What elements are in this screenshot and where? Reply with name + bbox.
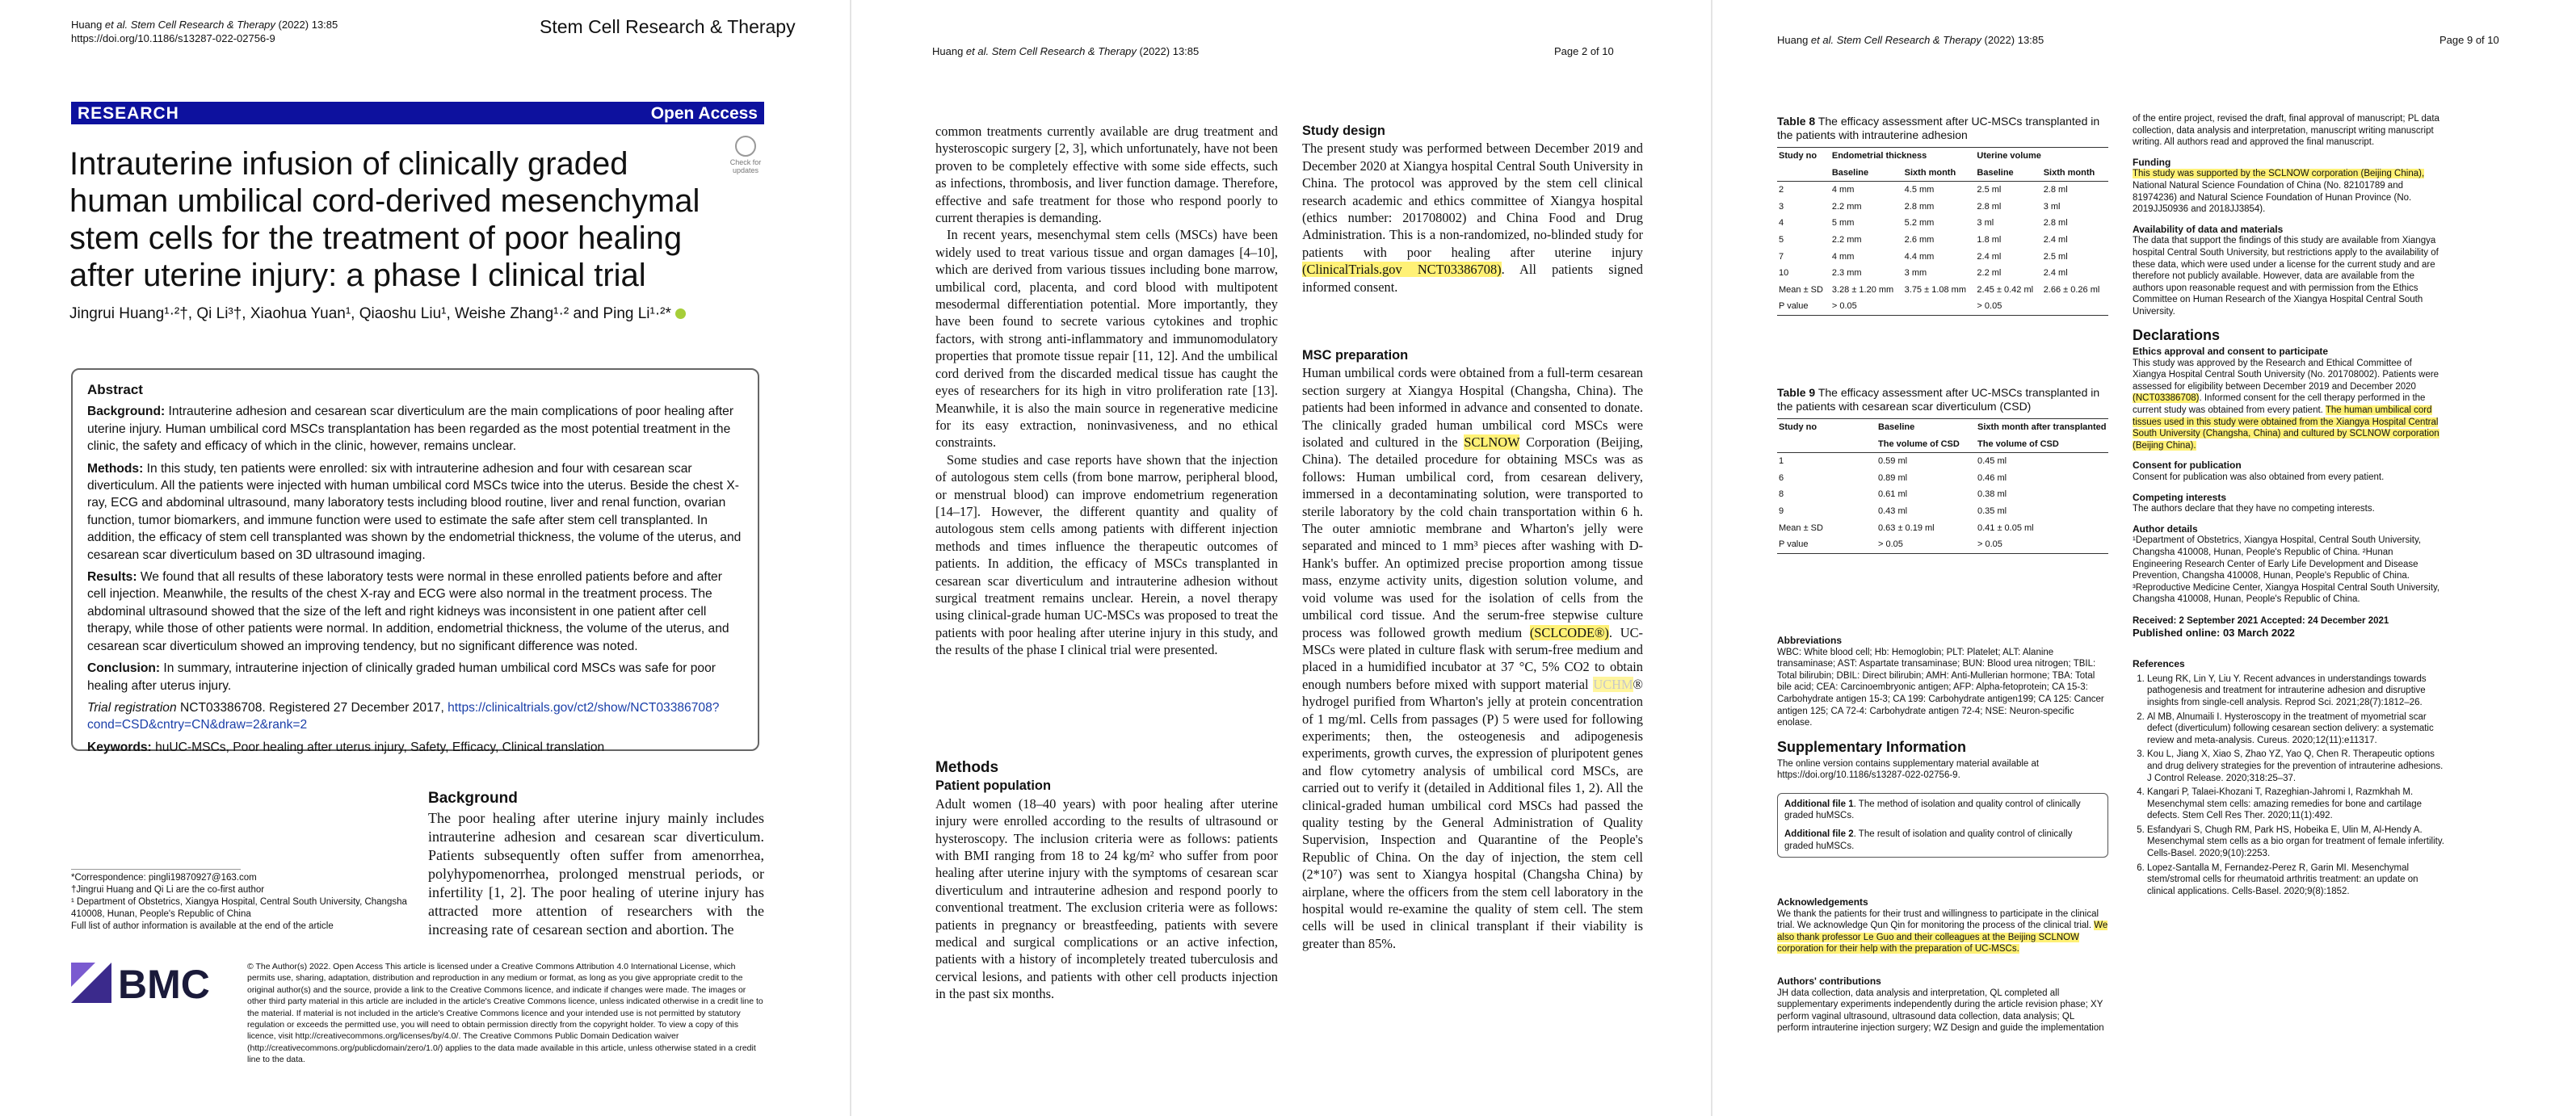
table-cell: 4.5 mm [1904,185,1935,195]
additional-file-2-link[interactable]: Additional file 2. The result of isolation and quality control of clinically graded huMSCs. [1784,829,2073,851]
table-cell: 2.3 mm [1831,268,1862,279]
table-row [1777,470,2108,487]
highlight: (ClinicalTrials.gov NCT03386708) [1302,262,1502,278]
table-cell: 3.75 ± 1.08 mm [1904,284,1966,295]
table-cell: 4 mm [1831,185,1855,195]
table-row [1777,249,2108,266]
table-cell: 4.4 mm [1904,251,1935,262]
availability-heading: Availability of data and materials [2133,223,2284,235]
table-row [1777,536,2108,553]
page-number: Page 2 of 10 [1554,45,1614,57]
table-cell: 2.66 ± 0.26 ml [2043,284,2100,295]
abstract-background: Background: Intrauterine adhesion and cesarean scar diverticulum are the main complications of poor healing after uterine injury. Human umbilical cord MSCs transplantation has been regarded as the most potential treatment in the clinic, the safety and efficacy of which in the clinic, however, remains unclear. [87,405,734,454]
table-cell: > 0.05 [1977,301,2002,312]
table-cell: 0.45 ml [1977,456,2007,467]
table-row [1777,453,2108,470]
table-cell: 3 [1779,201,1784,212]
table-cell: 2.5 ml [1977,185,2002,195]
license-text: © The Author(s) 2022. Open Access This article is licensed under a Creative Commons Attribution 4.0 International License, which permits use, sharing, adaptation, distribution and reproduction in any medium or format, as long as you give appropriate credit to the original author(s) and the source, provide a link to the Creative Commons licence, and indicate if changes were made. The images or other third party material in this article are included in the article's Creative Commons licence, unless indicated otherwise in a credit line to the material. If material is not included in the article's Creative Commons licence and your intended use is not permitted by statutory regulation or exceeds the permitted use, you will need to obtain permission directly from the copyright holder. To view a copy of this licence, visit http://creativecommons.org/licenses/by/4.0/. The Creative Commons Public Domain Dedication waiver (http://creativecommons.org/publicdomain/zero/1.0/) applies to the data made available in this article, unless otherwise stated in a credit line to the data. [247,962,763,1065]
references-list [2133,673,2444,898]
reference-item: 6. Lopez-Santalla M, Fernandez-Perez R, Garin MI. Mesenchymal stem/stromal cells for rheumatoid arthritis treatment: an update on clinical applications. Cells-Basel. 2020;9(8):1852. [2147,862,2444,898]
refresh-icon [735,136,756,157]
page-number: Page 9 of 10 [2439,34,2499,46]
trial-link[interactable]: https://clinicaltrials.gov/ct2/show/NCT03386708?cond=CSD&cntry=CN&draw=2&rank=2 [87,700,720,732]
table-cell: 2.2 mm [1831,201,1862,212]
open-access-label: Open Access [650,104,758,123]
table-cell: P value [1779,301,1809,312]
paragraph: common treatments currently available are drug treatment and hysteroscopic surgery [2, 3], which unfortunately, have not been proven to be completely effective with some side effects, such as infections, thrombosis, and liver function damage. Therefore, effective and safe treatment for those who respond poorly to current therapies is demanding. [935,124,1278,226]
highlight: UCHM [1593,676,1633,692]
correspondence-footnote: *Correspondence: pingli19870927@163.com †Jingrui Huang and Qi Li are the co-first author ¹ Department of Obstetrics, Xiangya Hospital, Central South University, Changsha 410008, Hunan, People's Republic of China Full list of author information is available at the end of the article [71,873,407,931]
table-row [1777,265,2108,282]
authors-contributions-section: Authors' contributions JH data collection, data analysis and interpretation, QL completed all supplementary experiments independently during the article revision phase; XY perform vaginal ultrasound, ultrasound data collection, data analysis; QL perform intrauterine injection surgery; WZ Design and guide the implementation [1777,975,2108,1034]
table-cell: 2.4 ml [1977,251,2002,262]
table-cell: 2.8 ml [2043,218,2068,229]
article-type-bar [71,102,764,124]
table-cell: Mean ± SD [1779,522,1823,533]
table-cell: 0.38 ml [1977,489,2007,500]
table-8-grid [1777,147,2108,316]
highlight: SCLNOW [1464,434,1520,451]
abstract-methods: Methods: In this study, ten patients were enrolled: six with intrauterine adhesion and four with cesarean scar diverticulum. All the patients were injected with human umbilical cord MSCs twice into the uterus. Beside the chest X-ray, ECG and abdominal ultrasound, many laboratory tests including blood routine, liver and renal function, ovarian function, tumor biomarkers, and immune function were used to estimate the safe after stem cell transplanted. In addition, the efficacy of stem cell transplanted was shown by the endometrial thickness, the volume of the uterus, and cesarean scar diverticulum based on 3D ultrasound imaging. [87,461,742,562]
reference-item: 4. Kangari P, Talaei-Khozani T, Razeghian-Jahromi I, Razmkhah M. Mesenchymal stem cells: amazing remedies for bone and cartilage defects. Stem Cell Res Ther. 2020;11(1):492. [2147,787,2444,822]
table-row [1777,298,2108,315]
additional-file-1-link[interactable]: Additional file 1. The method of isolation and quality control of clinically graded huMSCs. [1784,799,2081,821]
acknowledgements-heading: Acknowledgements [1777,896,1868,908]
table-header-row: Study no Endometrial thickness Uterine volume [1777,148,2108,165]
abbreviations-section: Abbreviations WBC: White blood cell; Hb: Hemoglobin; PLT: Platelet; ALT: Alanine transaminase; AST: Aspartate transaminase; BUN: Blood urea nitrogen; TBIL: Total bilirubin; DBIL: Direct bilirubin; AMH: Anti-Mullerian hormone; TBA: Total bile acid; CEA: Carcinoembryonic antigen; AFP: Alpha-fetoprotein; CA 15-3: Carbohydrate antigen 15-3; CA 199: Carbohydrate antigen199; CA 125: Cancer antigen 125; CA 72-4: Carbohydrate antigen 72-4; NSE: Neuron-specific enolase. [1777,635,2108,729]
table-9-body [1777,453,2108,554]
table-row [1777,520,2108,537]
additional-files-box [1777,793,2108,858]
table-8-caption: Table 8 The efficacy assessment after UC-MSCs transplanted in the patients with intrauterine adhesion [1777,115,2100,141]
orcid-icon[interactable] [675,308,686,319]
table-cell: 2 [1779,185,1784,195]
paragraph: In recent years, mesenchymal stem cells (MSCs) have been widely used to treat various tissue and organ damages [4–10], which are derived from various tissues including bone marrow, umbilical cord, placenta, and cord blood with multipotent mesodermal differentiation potential. More importantly, they have been found to secrete various cytokines and trophic factors, with strong anti-inflammatory and immunomodulatory properties that promote tissue repair [11, 12]. And the umbilical cord derived from the discarded medical tissue has caught the eyes of researchers for its high in vitro proliferation rate [13]. Meanwhile, it is also the main source in regenerative medicine for its easy extraction, noninvasiveness, and no ethical constraints. [935,227,1278,451]
reference-item: 2. Al MB, Alnumaili I. Hysteroscopy in the treatment of myometrial scar defect (diverticulum) following cesarean section delivery: a systematic review and meta-analysis. Cureus. 2020;12(11):e11317. [2147,711,2444,747]
table-cell: 2.8 ml [1977,201,2002,212]
funding-heading: Funding [2133,156,2171,168]
bmc-logo-icon [71,953,233,1006]
table-cell: > 0.05 [1977,539,2002,550]
table-cell [1903,298,1976,315]
acknowledgements-section: Acknowledgements We thank the patients for their trust and willingness to participate in the clinical trial. We acknowledge Qun Qin for monitoring the process of the clinical trial. We also thank professor Le Guo and their colleagues at the Beijing SCLNOW corporation for their help with the preparation of UC-MSCs. [1777,896,2108,954]
table-cell: 5.2 mm [1904,218,1935,229]
journal-name: Stem Cell Research & Therapy [540,16,796,37]
check-for-updates-button[interactable]: Check for updates [727,136,764,173]
page-3 [1712,0,2576,1116]
table-cell: 2.4 ml [2043,268,2068,279]
author-list: Jingrui Huang¹·²†, Qi Li³†, Xiaohua Yuan¹, Qiaoshu Liu¹, Weishe Zhang¹·² and Ping Li¹·²* [69,305,686,323]
table-cell: 4 mm [1831,251,1855,262]
paragraph: Adult women (18–40 years) with poor healing after uterine injury were enrolled according to the results of ultrasound or hysteroscopy. The inclusion criteria were as follows: patients with BMI ranging from 18 to 24 kg/m² who suffer from poor healing after uterine injury with the symptoms of cesarean scar diverticulum and intrauterine adhesion and respond poorly to conventional treatment. The exclusion criteria were as follows: patients in pregnancy or breastfeeding, patients with severe medical and surgical complications or an active infection, patients with a history of incompletely treated tuberculosis and cervical lesions, and patients with other cell products injection in the past six months. [935,795,1278,1002]
table-cell: 3 ml [2043,201,2061,212]
table-cell: 0.41 ± 0.05 ml [1977,522,2034,533]
paragraph: The present study was performed between December 2019 and December 2020 at Xiangya hospital Central South University in China. The protocol was approved by the stem cell clinical research academic and ethics committee of Xiangya hospital (ethics number: 201708002) and China Food and Drug Administration. This is a non-randomized, no-blinded study for patients with poor healing after uterine injury (ClinicalTrials.gov NCT03386708). All patients signed informed consent. [1302,141,1643,295]
background-paragraph: The poor healing after uterine injury mainly includes intrauterine adhesion and cesarean scar diverticulum. Patients subsequently often suffer from amenorrhea, polyhypomenorrhea, prolonged menstrual periods, or infertility [1, 2]. The poor healing of uterine injury has attracted more attention of researchers with the increasing rate of cesarean section and abortion. The [428,810,764,938]
methods-section [935,759,1278,1003]
supplementary-heading: Supplementary Information [1777,739,1967,755]
table-8-body [1777,182,2108,316]
table-cell: 2.5 ml [2043,251,2068,262]
table-cell: 0.35 ml [1977,506,2007,516]
abbreviations-heading: Abbreviations [1777,635,1843,646]
running-header: Huang et al. Stem Cell Research & Therapy (2022) 13:85 [932,45,1200,57]
study-design-heading: Study design [1302,124,1385,138]
table-cell: 0.89 ml [1878,472,1908,483]
abstract-results: Results: We found that all results of these laboratory tests were normal in these enrolled patients before and after cell injection. Meanwhile, the results of the chest X-ray and ECG were also normal in the treatment process. The abdominal ultrasound showed that the size of the left and right kidneys was inconsistent in one patient after cell therapy, while those of other patients were normal. In addition, endometrial thickness, the volume of the uterus, and cesarean scar diverticulum showed an improving tendency, but no significant difference was noted. [87,570,729,653]
highlight: (NCT03386708) [2133,393,2200,404]
reference-item: 5. Esfandyari S, Chugh RM, Park HS, Hobeika E, Ulin M, Al-Hendy A. Mesenchymal stem cells as a bio organ for treatment of female infertility. Cells-Basel. 2020;9(10):2253. [2147,824,2444,860]
table-cell: 2.2 mm [1831,234,1862,245]
page-2 [851,0,1711,1116]
article-type: RESEARCH [78,104,179,123]
authors-contributions-heading: Authors' contributions [1777,975,1881,987]
published-date: Published online: 03 March 2022 [2133,626,2295,639]
table-cell: 2.8 mm [1904,201,1935,212]
bmc-logo [71,953,233,1006]
highlight: (SCLCODE®) [1529,624,1609,640]
table-cell: 2.2 ml [1977,268,2002,279]
left-column [935,123,1278,659]
patient-population-heading: Patient population [935,778,1051,794]
table-cell: Mean ± SD [1779,284,1823,295]
table-9 [1777,386,2108,554]
table-cell: 1.8 ml [1977,234,2002,245]
right-column: of the entire project, revised the draft, final approval of manuscript; PL data collection, data analysis and interpretation, manuscript writing manuscript writing. All authors read and approved the final manuscript. Funding This study was supported by the SCLNOW corporation (Beijing China), National Natural Science Foundation of China (No. 82101789 and 81974236) and Natural Science Foundation of Hunan Province (No. 2019JJ50936 and 2018JJ3854). Availability of data and materials The data that support the findings of this study are available from Xiangya hospital Central South University, but restrictions apply to the availability of these data, which were used under a license for the current study and are therefore not publicly available. However, data are available from the authors upon reasonable request and with permission from the Ethics Committee on Human Research of the Xiangya Hospital Central South University. Declarations Ethics approval and consent to participate This study was approved by the Research and Ethical Committee of Xiangya Hospital Central South University (No. 201708002). Patients were assessed for eligibility between December 2019 and December 2020 (NCT03386708). Informed consent for the cell therapy performed in the current study was obtained from every patient. The human umbilical cord tissues used in this study were obtained from the Xiangya Hospital Central South University (Changsha, China) and cultured by SCLNOW corporation (Beijing China). Consent for publication Consent for publication was also obtained from every patient. Competing interests The authors declare that they have no competing interests. Author details ¹Department of Obstetrics, Xiangya Hospital, Central South University, Changsha 410008, Hunan, People's Republic of China. ²Hunan Engineering Research Center of Early Life Development and Disease Prevention, Changsha 410008, Hunan, People's Republic of China. ³Reproductive Medicine Center, Xiangya Hospital Central South University, Changsha 410008, Hunan, People's Republic of China. Received: 2 September 2021 Accepted: 24 December 2021 Published online: 03 March 2022 References 1. Leung RK, Lin Y, Liu Y. Recent advances in understandings towards pathogenesis and treatment for intrauterine adhesion and disruptive insights from single-cell analysis. Reprod Sci. 2021;28(7):1812–26. 2. Al MB, Alnumaili I. Hysteroscopy in the treatment of myometrial scar defect (diverticulum) following cesarean section delivery: a systematic review and meta-analysis. Cureus. 2020;12(11):e11317. 3. Kou L, Jiang X, Xiao S, Zhao YZ, Yao Q, Chen R. Therapeutic options and drug delivery strategies for the prevention of intrauterine adhesions. J Control Release. 2020;318:25–37. 4. Kangari P, Talaei-Khozani T, Razeghian-Jahromi I, Razmkhah M. Mesenchymal stem cells: amazing remedies for bone and cartilage defects. Stem Cell Res Ther. 2020;11(1):492. 5. Esfandyari S, Chugh RM, Park HS, Hobeika E, Ulin M, Al-Hendy A. Mesenchymal stem cells as a bio organ for treatment of female infertility. Cells-Basel. 2020;9(10):2253. 6. Lopez-Santalla M, Fernandez-Perez R, Garin MI. Mesenchymal stem/stromal cells for rheumatoid arthritis treatment: an update on clinical applications. Cells-Basel. 2020;9(8):1852. [2133,113,2444,900]
keywords: Keywords: huUC-MSCs, Poor healing after uterus injury, Safety, Efficacy, Clinical translation [87,740,605,754]
table-row [1777,182,2108,199]
running-header: Huang et al. Stem Cell Research & Therapy (2022) 13:85 https://doi.org/10.1186/s13287-022-02756-9 [71,19,338,44]
table-cell: 2.4 ml [2043,234,2068,245]
table-cell: 10 [1779,268,1789,279]
table-cell: 9 [1779,506,1784,516]
consent-publication-heading: Consent for publication [2133,459,2242,472]
highlight: This study was supported by the SCLNOW corporation (Beijing China), [2133,169,2425,179]
table-cell: 3.28 ± 1.20 mm [1831,284,1894,295]
highlight: We also thank professor Le Guo and their colleagues at the Beijing SCLNOW corporation for their help with the preparation of UC-MSCs. [1777,921,2108,954]
table-9-grid [1777,418,2108,554]
reference-item: 3. Kou L, Jiang X, Xiao S, Zhao YZ, Yao Q, Chen R. Therapeutic options and drug delivery strategies for the prevention of intrauterine adhesions. J Control Release. 2020;318:25–37. [2147,749,2444,784]
study-design-section [1302,123,1643,296]
table-cell: 2.6 mm [1904,234,1935,245]
table-row [1777,486,2108,503]
table-row [1777,503,2108,520]
table-cell: 4 [1779,218,1784,229]
msc-preparation-section [1302,347,1643,952]
table-cell: 0.63 ± 0.19 ml [1878,522,1935,533]
table-cell [2042,298,2108,315]
table-cell: > 0.05 [1878,539,1903,550]
table-cell: 3 ml [1977,218,1994,229]
references-heading: References [2133,658,2185,670]
table-row [1777,199,2108,216]
table-cell: 2.8 ml [2043,185,2068,195]
footnote-rule [71,869,241,870]
abstract-heading: Abstract [87,382,143,397]
msc-preparation-heading: MSC preparation [1302,348,1409,363]
svg-text:BMC: BMC [118,962,210,1006]
table-cell: 1 [1779,456,1784,467]
table-cell: 3 mm [1904,268,1927,279]
table-cell: 5 [1779,234,1784,245]
table-cell: 5 mm [1831,218,1855,229]
abstract-conclusion: Conclusion: In summary, intrauterine injection of clinically graded human umbilical cord MSCs was safe for poor healing after uterus injury. [87,661,716,693]
received-dates: Received: 2 September 2021 Accepted: 24 December 2021 [2133,615,2389,626]
table-row [1777,215,2108,232]
paragraph: Human umbilical cords were obtained from a full-term cesarean section surgery at Xiangya Hospital (Changsha, China). The patients had been informed in advance and consented to donate. The clinically graded human umbilical cord MSCs were isolated and cultured in the SCLNOW Corporation (Beijing, China). The detailed procedure for obtaining MSCs was as follows: Human umbilical cord, from cesarean delivery, immersed in a decontaminating solution, were transported to sterile laboratory by the cold chain transportation within 6 h. The outer amniotic membrane and Wharton's jelly were separated and minced to 1 mm³ pieces after washing with D-Hank's buffer. An optimized precise proportion among tissue mass, enzyme activity units, digestion solution volume, and void volume was used for the isolation of cells from the umbilical cord tissue. And the serum-free stepwise culture process was followed growth medium (SCLCODE®). UC-MSCs were plated in culture flask with serum-free medium and placed in a humidified incubator at 37 °C, 5% CO2 to obtain enough numbers before mixed with support material UCHM® hydrogel purified from Wharton's jelly at protein concentration of 1 mg/ml. Cells from passages (P) 5 were used for following experiments; then, the osteogenesis and adipogenesis experiments, growth curves, the expression of pluripotent genes and flow cytometry analysis of umbilical cord MSCs, are carried out to verify it (detailed in Additional files 1, 2). All the clinical-graded human umbilical cord MSCs had passed the quality testing by the General Administration of Quality Supervision, Inspection and Quarantine of the People's Republic of China. On the day of injection, the stem cell (2*10⁷) was sent to Xiangya hospital (Changsha China) by airplane, where the officers from the stem cell laboratory in the hospital would re-examine the quality of stem cell. The stem cells will be used in clinical transplant if their viability is greater than 85%. [1302,365,1643,951]
table-cell: 0.59 ml [1878,456,1908,467]
trial-registration: Trial registration NCT03386708. Registered 27 December 2017, https://clinicaltrials.gov/ct2/show/NCT03386708?cond=CSD&cntry=CN&draw=2&rank=2 [87,700,720,732]
ethics-heading: Ethics approval and consent to participate [2133,346,2329,358]
table-cell: 6 [1779,472,1784,483]
table-cell: 2.45 ± 0.42 ml [1977,284,2034,295]
table-cell: > 0.05 [1831,301,1857,312]
table-row [1777,282,2108,299]
supplementary-link[interactable]: The online version contains supplementary material available at https://doi.org/10.1186/s13287-022-02756-9. [1777,758,2040,781]
table-header-row: Baseline Sixth month Baseline Sixth month [1777,165,2108,182]
table-cell: P value [1779,539,1809,550]
highlight: The human umbilical cord tissues used in this study were obtained from the Xiangya Hospital Central South University (Changsha, China) and cultured by SCLNOW corporation (Beijing China). [2133,405,2439,451]
doi-link[interactable]: https://doi.org/10.1186/s13287-022-02756-9 [71,32,275,44]
competing-interests-heading: Competing interests [2133,491,2227,503]
table-cell: 0.43 ml [1878,506,1908,516]
table-cell: 0.61 ml [1878,489,1908,500]
table-8 [1777,115,2108,316]
abstract-box [71,368,759,754]
paragraph: Some studies and case reports have shown that the injection of autologous stem cells (from bone marrow, peripheral blood, or menstrual blood) can improve endometrium regeneration [14–17]. However, the different quantity and quality of autologous stem cells among patients with different injection methods and times influence the therapeutic outcomes of patients. In addition, the efficacy of MSCs transplanted in cesarean scar diverticulum and intrauterine adhesion without surgical treatment remains unclear. Herein, a novel therapy using clinical-grade human UC-MSCs was proposed to treat the patients with poor healing after uterine injury in this study, and the results of the phase I clinical trial were presented. [935,451,1278,658]
background-heading: Background [428,790,518,807]
table-header-row: The volume of CSD The volume of CSD [1777,436,2108,453]
supplementary-section [1777,741,2108,858]
table-9-caption: Table 9 The efficacy assessment after UC-MSCs transplanted in the patients with cesarean scar diverticulum (CSD) [1777,386,2100,413]
running-header: Huang et al. Stem Cell Research & Therapy (2022) 13:85 [1777,34,2044,46]
table-cell: 8 [1779,489,1784,500]
reference-item: 1. Leung RK, Lin Y, Liu Y. Recent advances in understandings towards pathogenesis and treatment for intrauterine adhesion and disruptive insights from single-cell analysis. Reprod Sci. 2021;28(7):1812–26. [2147,673,2444,709]
author-details-heading: Author details [2133,522,2198,535]
table-cell: 0.46 ml [1977,472,2007,483]
table-header-row: Study no Baseline Sixth month after transplanted [1777,419,2108,436]
page-1 [0,0,850,1116]
declarations-heading: Declarations [2133,326,2221,343]
article-title: Intrauterine infusion of clinically graded human umbilical cord-derived mesenchymal stem cells for the treatment of poor healing after uterine injury: a phase I clinical trial [69,146,700,293]
table-row [1777,232,2108,249]
table-cell: 7 [1779,251,1784,262]
methods-heading: Methods [935,759,999,776]
